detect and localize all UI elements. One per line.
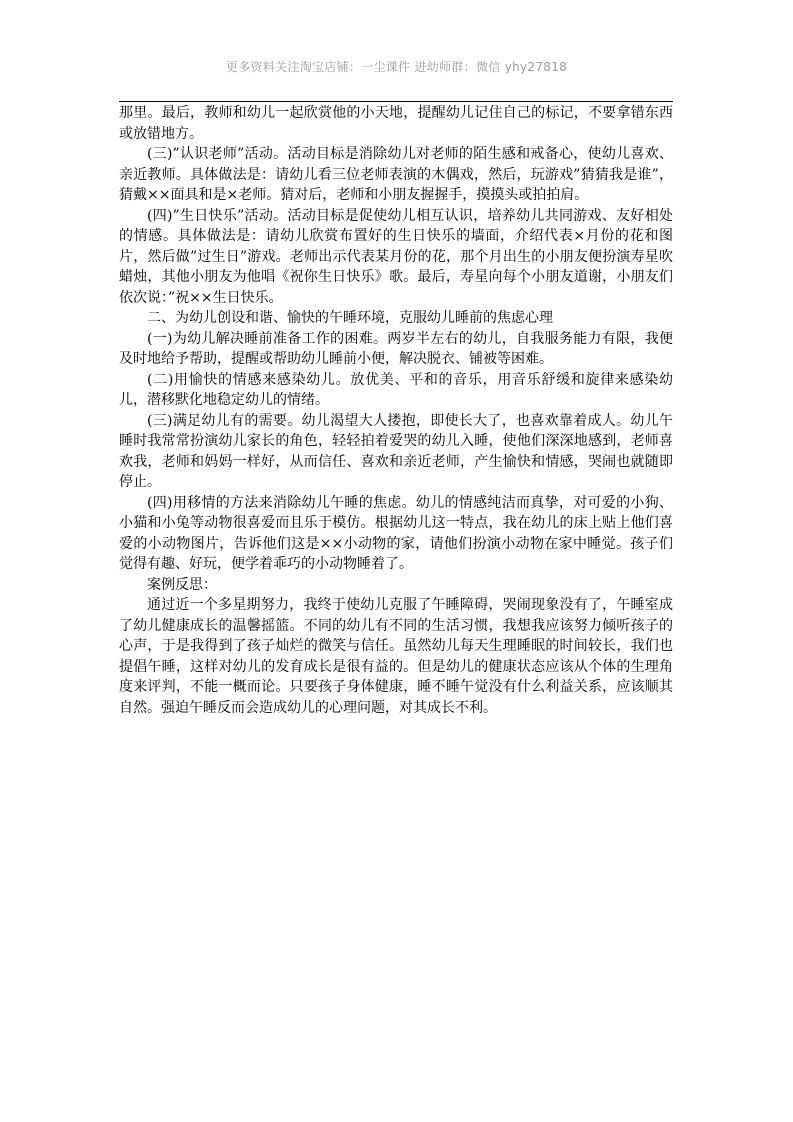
paragraph: (三)满足幼儿有的需要。幼儿渴望大人搂抱，即使长大了，也喜欢靠着成人。幼儿午睡时我常常扮演幼儿家长的角色，轻轻拍着爱哭的幼儿入睡，使他们深深地感到，老师喜欢我，老师和妈妈一样好，从而信任、喜欢和亲近老师，产生愉快和情感，哭闹也就随即停止。 — [119, 412, 673, 490]
paragraph: 那里。最后，教师和幼儿一起欣赏他的小天地，提醒幼儿记住自己的标记，不要拿错东西或放错地方。 — [119, 105, 673, 142]
paragraph: (二)用愉快的情感来感染幼儿。放优美、平和的音乐，用音乐舒缓和旋律来感染幼儿，潜移默化地稳定幼儿的情绪。 — [119, 371, 673, 408]
page-header: 更多资料关注淘宝店铺：一尘课件 进幼师群：微信 yhy27818 — [225, 60, 568, 74]
paragraph: (一)为幼儿解决睡前准备工作的困难。两岁半左右的幼儿，自我服务能力有限，我便及时地给予帮助，提醒或帮助幼儿睡前小便，解决脱衣、铺被等困难。 — [119, 330, 673, 367]
header-divider — [119, 101, 673, 102]
paragraph: 通过近一个多星期努力，我终于使幼儿克服了午睡障碍，哭闹现象没有了，午睡室成了幼儿健康成长的温馨摇篮。不同的幼儿有不同的生活习惯，我想我应该努力倾听孩子的心声，于是我得到了孩子灿烂的微笑与信任。虽然幼儿每天生理睡眠的时间较长，我们也提倡午睡，这样对幼儿的发育成长是很有益的。但是幼儿的健康状态应该从个体的生理角度来评判，不能一概而论。只要孩子身体健康，睡不睡午觉没有什么利益关系，应该顺其自然。强迫午睡反而会造成幼儿的心理问题，对其成长不利。 — [119, 597, 673, 716]
section-heading: 二、为幼儿创设和谐、愉快的午睡环境，克服幼儿睡前的焦虑心理 — [147, 310, 553, 326]
paragraph: (三)”认识老师”活动。活动目标是消除幼儿对老师的陌生感和戒备心，使幼儿喜欢、亲近教师。具体做法是：请幼儿看三位老师表演的木偶戏，然后，玩游戏”猜猜我是谁”，猜戴××面具和是×老师。猜对后，老师和小朋友握握手，摸摸头或拍拍肩。 — [119, 146, 673, 203]
paragraph: (四)用移情的方法来消除幼儿午睡的焦虑。幼儿的情感纯洁而真挚，对可爱的小狗、小猫和小兔等动物很喜爱而且乐于模仿。根据幼儿这一特点，我在幼儿的床上贴上他们喜爱的小动物图片，告诉他们这是××小动物的家，请他们扮演小动物在家中睡觉。孩子们觉得有趣、好玩，便学着乖巧的小动物睡着了。 — [119, 494, 673, 572]
section-heading: 案例反思： — [147, 576, 217, 593]
paragraph: (四)”生日快乐”活动。活动目标是促使幼儿相互认识，培养幼儿共同游戏、友好相处的情感。具体做法是：请幼儿欣赏布置好的生日快乐的墙面，介绍代表×月份的花和图片，然后做”过生日”游戏。老师出示代表某月份的花，那个月出生的小朋友便扮演寿星吹蜡烛，其他小朋友为他唱《祝你生日快乐》歌。最后，寿星向每个小朋友道谢，小朋友们依次说：”祝××生日快乐。 — [119, 207, 673, 306]
document-body — [119, 103, 673, 718]
